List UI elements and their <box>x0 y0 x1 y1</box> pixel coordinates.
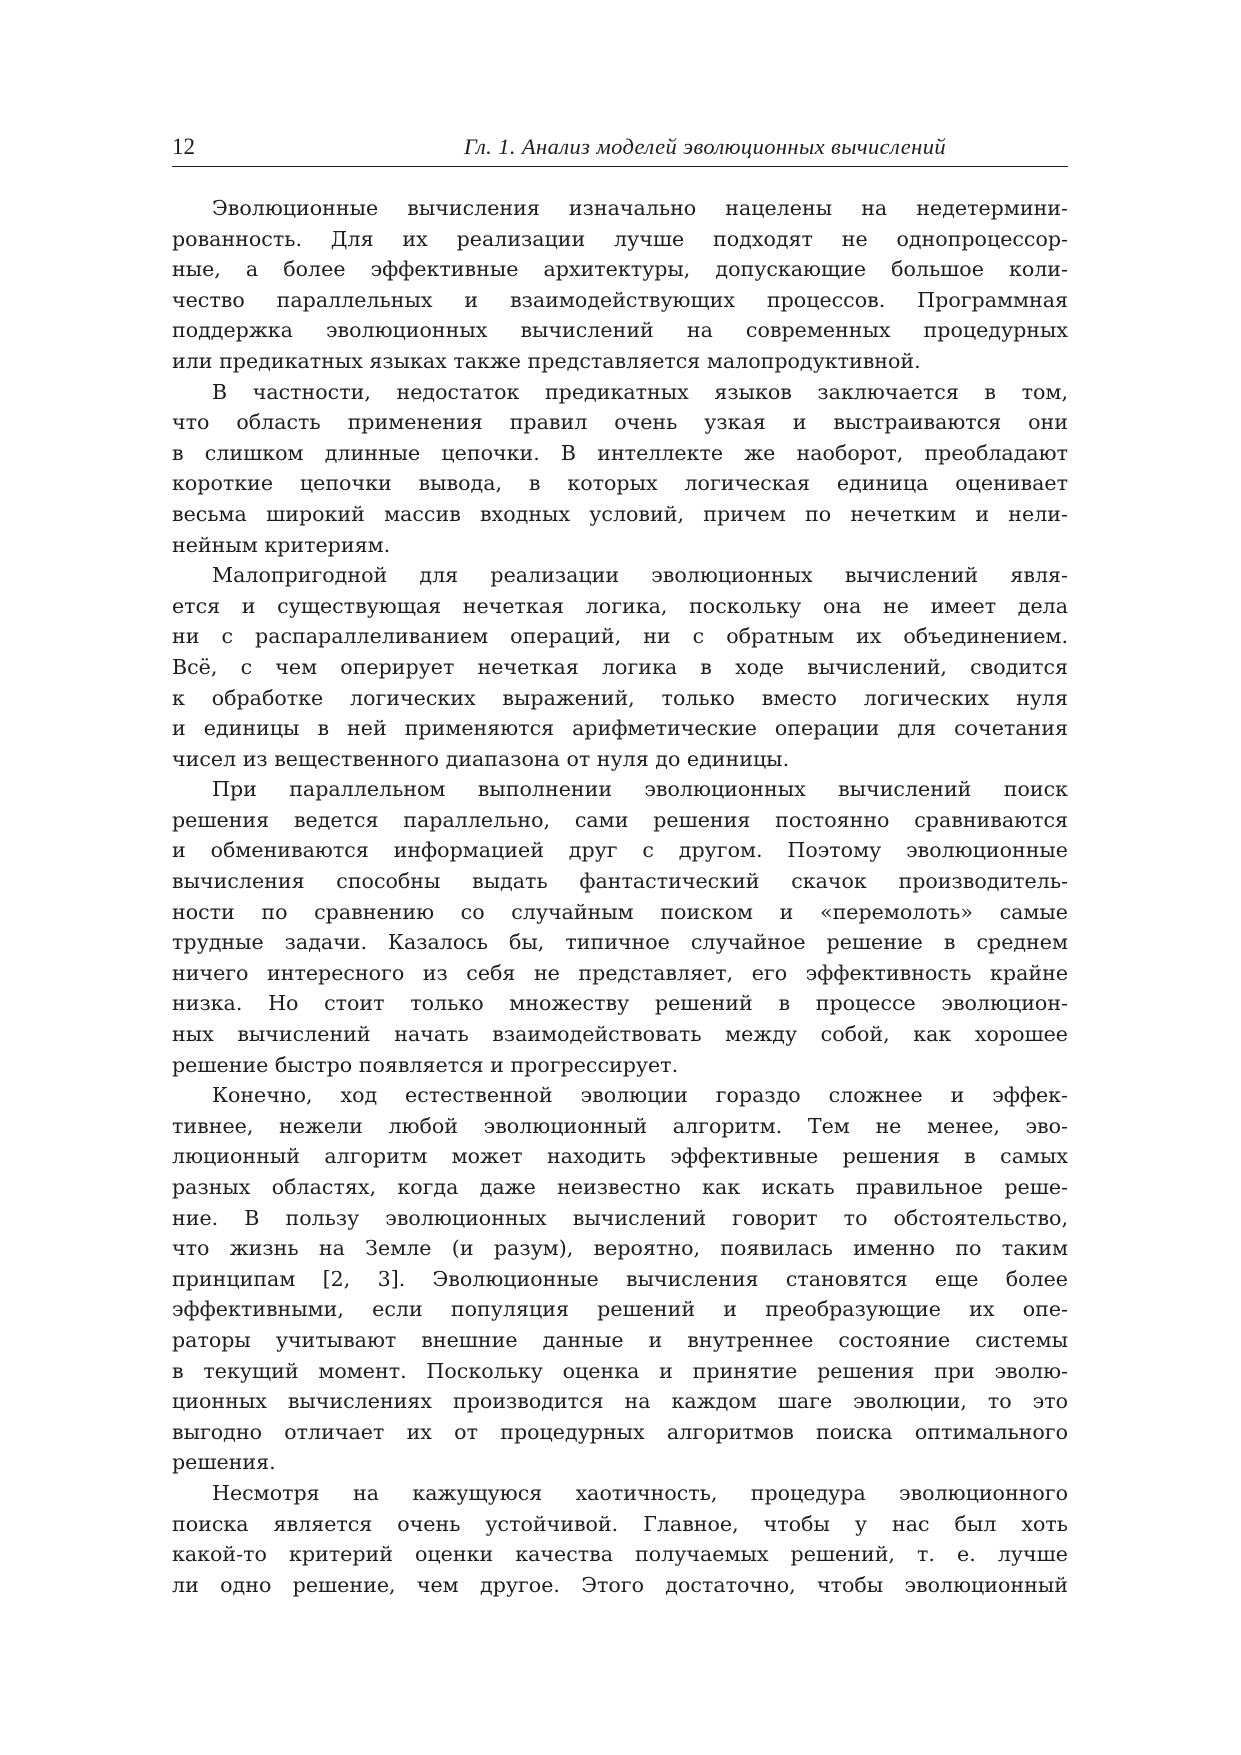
text-line: Малопригодной для реализации эволюционных вычислений явля- <box>212 563 1068 588</box>
text-line: люционный алгоритм может находить эффективные решения в самых <box>172 1144 1068 1169</box>
text-line: поиска является очень устойчивой. Главное, чтобы у нас был хоть <box>172 1511 1068 1536</box>
paragraph-1 <box>172 193 1068 377</box>
text-line: эффективными, если популяция решений и преобразующие их опе- <box>172 1297 1068 1322</box>
text-line: решения ведется параллельно, сами решения постоянно сравниваются <box>172 807 1068 832</box>
text-line: тивнее, нежели любой эволюционный алгоритм. Тем не менее, эво- <box>172 1113 1068 1138</box>
paragraph-4 <box>172 774 1068 1080</box>
text-line: принципам [2, 3]. Эволюционные вычисления становятся еще более <box>172 1266 1068 1291</box>
text-line: и единицы в ней применяются арифметические операции для сочетания <box>172 716 1068 741</box>
paragraph-5 <box>172 1080 1068 1478</box>
text-line: в слишком длинные цепочки. В интеллекте же наоборот, преобладают <box>172 440 1068 465</box>
text-line: Всё, с чем оперирует нечеткая логика в ходе вычислений, сводится <box>172 654 1068 679</box>
text-line: весьма широкий массив входных условий, причем по нечетким и нели- <box>172 501 1068 526</box>
chapter-title: Гл. 1. Анализ моделей эволюционных вычислений <box>463 134 947 159</box>
paragraph-6 <box>172 1478 1068 1600</box>
text-line: Несмотря на кажущуюся хаотичность, процедура эволюционного <box>212 1480 1068 1505</box>
text-line: решения. <box>172 1450 276 1475</box>
text-line: раторы учитывают внешние данные и внутреннее состояние системы <box>172 1327 1068 1352</box>
text-line: или предикатных языках также представляется малопродуктивной. <box>172 348 921 373</box>
running-head <box>172 132 1068 167</box>
text-line: в текущий момент. Поскольку оценка и принятие решения при эволю- <box>172 1358 1068 1383</box>
text-line: поддержка эволюционных вычислений на современных процедурных <box>172 318 1068 343</box>
text-line: Эволюционные вычисления изначально нацелены на недетермини- <box>212 196 1068 220</box>
body-text <box>172 193 1068 1600</box>
text-line: Конечно, ход естественной эволюции гораздо сложнее и эффек- <box>212 1083 1068 1108</box>
text-line: нейным критериям. <box>172 532 391 557</box>
text-line: ничего интересного из себя не представляет, его эффективность крайне <box>172 960 1068 985</box>
text-line: ных вычислений начать взаимодействовать между собой, как хорошее <box>172 1022 1068 1047</box>
text-line: ни с распараллеливанием операций, ни с обратным их объединением. <box>172 624 1068 649</box>
text-line: разных областях, когда даже неизвестно как искать правильное реше- <box>172 1175 1068 1199</box>
text-line: какой-то критерий оценки качества получаемых решений, т. е. лучше <box>172 1542 1068 1567</box>
text-line: ли одно решение, чем другое. Этого достаточно, чтобы эволюционный <box>172 1572 1068 1597</box>
text-line: При параллельном выполнении эволюционных вычислений поиск <box>212 777 1068 802</box>
paragraph-3 <box>172 560 1068 774</box>
text-line: ется и существующая нечеткая логика, поскольку она не имеет дела <box>172 593 1068 618</box>
text-line: что область применения правил очень узкая и выстраиваются они <box>172 410 1068 435</box>
text-line: трудные задачи. Казалось бы, типичное случайное решение в среднем <box>172 930 1068 955</box>
text-line: решение быстро появляется и прогрессирует. <box>172 1052 679 1077</box>
paragraph-2 <box>172 377 1068 561</box>
text-line: выгодно отличает их от процедурных алгоритмов поиска оптимального <box>172 1419 1068 1444</box>
text-line: и обмениваются информацией друг с другом. Поэтому эволюционные <box>172 838 1068 863</box>
page-number: 12 <box>172 134 195 159</box>
text-line: ние. В пользу эволюционных вычислений говорит то обстоятельство, <box>172 1205 1068 1230</box>
text-line: вычисления способны выдать фантастический скачок производитель- <box>172 869 1068 894</box>
text-line: что жизнь на Земле (и разум), вероятно, появилась именно по таким <box>172 1236 1068 1261</box>
text-line: ционных вычислениях производится на каждом шаге эволюции, то это <box>172 1389 1068 1414</box>
text-line: низка. Но стоит только множеству решений в процессе эволюцион- <box>172 991 1068 1016</box>
text-line: чисел из вещественного диапазона от нуля до единицы. <box>172 746 790 771</box>
text-line: ности по сравнению со случайным поиском и «перемолоть» самые <box>172 899 1068 924</box>
text-line: чество параллельных и взаимодействующих процессов. Программная <box>172 287 1068 312</box>
text-line: рованность. Для их реализации лучше подходят не однопроцессор- <box>172 226 1068 251</box>
text-line: ные, а более эффективные архитектуры, допускающие большое коли- <box>172 257 1068 282</box>
text-line: В частности, недостаток предикатных языков заключается в том, <box>212 379 1068 404</box>
text-line: к обработке логических выражений, только вместо логических нуля <box>172 685 1068 710</box>
text-line: короткие цепочки вывода, в которых логическая единица оценивает <box>172 471 1068 496</box>
